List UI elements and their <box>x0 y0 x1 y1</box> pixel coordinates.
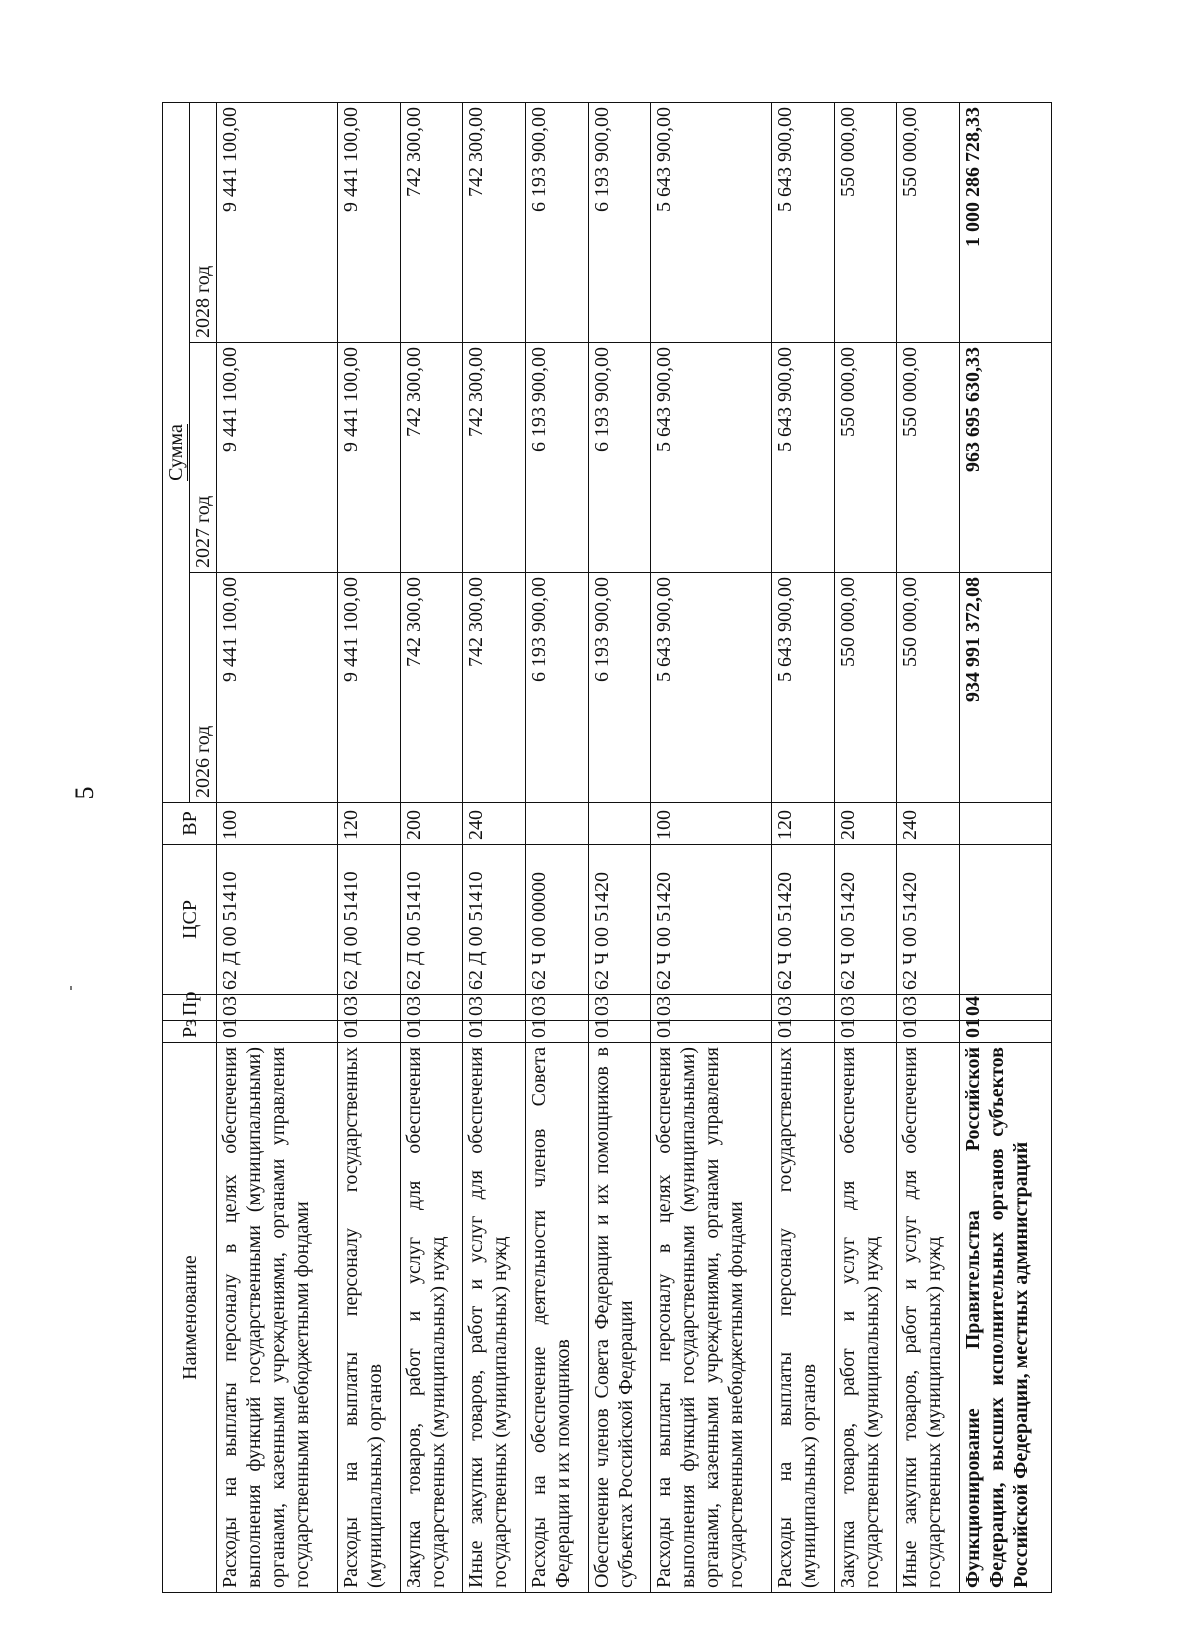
cell-name: Закупка товаров, работ и услуг для обеспечения государственных (муниципальных) нужд <box>400 1043 463 1593</box>
col-header-pr: Пр <box>163 995 217 1021</box>
cell-csr: 62 Д 00 51410 <box>338 845 401 995</box>
cell-vr: 240 <box>897 803 960 845</box>
budget-table <box>162 102 1052 1593</box>
cell-vr: 100 <box>217 803 338 845</box>
cell-rz: 01 <box>217 1021 338 1043</box>
cell-2026: 742 300,00 <box>400 573 463 803</box>
cell-rz: 01 <box>525 1021 588 1043</box>
rotated-table-wrapper <box>162 103 1052 1593</box>
cell-rz: 01 <box>897 1021 960 1043</box>
table-row <box>217 102 338 1592</box>
page-number: 5 <box>70 786 99 800</box>
cell-vr <box>588 803 651 845</box>
cell-2026: 5 643 900,00 <box>651 573 772 803</box>
cell-name: Расходы на выплаты персоналу государственных (муниципальных) органов <box>772 1043 835 1593</box>
table-row <box>338 102 401 1592</box>
cell-pr: 03 <box>217 995 338 1021</box>
cell-2027: 6 193 900,00 <box>525 343 588 573</box>
cell-csr <box>960 845 1052 995</box>
cell-pr: 04 <box>960 995 1052 1021</box>
cell-pr: 03 <box>338 995 401 1021</box>
col-header-2026: 2026 год <box>190 573 217 803</box>
table-row <box>588 102 651 1592</box>
cell-2028: 1 000 286 728,33 <box>960 102 1052 342</box>
cell-pr: 03 <box>400 995 463 1021</box>
cell-2028: 9 441 100,00 <box>338 102 401 342</box>
cell-rz: 01 <box>834 1021 897 1043</box>
cell-pr: 03 <box>463 995 526 1021</box>
cell-2026: 742 300,00 <box>463 573 526 803</box>
cell-rz: 01 <box>960 1021 1052 1043</box>
cell-pr: 03 <box>651 995 772 1021</box>
cell-2026: 6 193 900,00 <box>525 573 588 803</box>
cell-2027: 9 441 100,00 <box>338 343 401 573</box>
cell-vr: 120 <box>338 803 401 845</box>
cell-2026: 550 000,00 <box>897 573 960 803</box>
cell-pr: 03 <box>588 995 651 1021</box>
cell-2028: 6 193 900,00 <box>525 102 588 342</box>
cell-2026: 5 643 900,00 <box>772 573 835 803</box>
cell-csr: 62 Ч 00 51420 <box>651 845 772 995</box>
cell-vr: 200 <box>400 803 463 845</box>
cell-vr: 200 <box>834 803 897 845</box>
cell-2027: 742 300,00 <box>463 343 526 573</box>
cell-rz: 01 <box>400 1021 463 1043</box>
cell-name: Расходы на выплаты персоналу в целях обеспечения выполнения функций государственными (муниципальными) органами, казенными учреждениями, органами управления государственными внебюджетными фондами <box>651 1043 772 1593</box>
table-row <box>834 102 897 1592</box>
col-header-csr: ЦСР <box>163 845 217 995</box>
cell-pr: 03 <box>834 995 897 1021</box>
cell-2028: 742 300,00 <box>400 102 463 342</box>
table-row <box>525 102 588 1592</box>
cell-rz: 01 <box>772 1021 835 1043</box>
cell-2027: 742 300,00 <box>400 343 463 573</box>
table-row-total <box>960 102 1052 1592</box>
cell-vr: 120 <box>772 803 835 845</box>
cell-csr: 62 Ч 00 51420 <box>588 845 651 995</box>
cell-2028: 5 643 900,00 <box>651 102 772 342</box>
cell-name: Иные закупки товаров, работ и услуг для обеспечения государственных (муниципальных) нужд <box>463 1043 526 1593</box>
col-header-2027: 2027 год <box>190 343 217 573</box>
cell-csr: 62 Ч 00 00000 <box>525 845 588 995</box>
cell-csr: 62 Ч 00 51420 <box>772 845 835 995</box>
table-row <box>400 102 463 1592</box>
table-row <box>772 102 835 1592</box>
cell-pr: 03 <box>525 995 588 1021</box>
cell-2027: 550 000,00 <box>834 343 897 573</box>
cell-2027: 6 193 900,00 <box>588 343 651 573</box>
cell-rz: 01 <box>338 1021 401 1043</box>
cell-vr <box>525 803 588 845</box>
cell-2027: 963 695 630,33 <box>960 343 1052 573</box>
cell-name: Закупка товаров, работ и услуг для обеспечения государственных (муниципальных) нужд <box>834 1043 897 1593</box>
cell-vr: 100 <box>651 803 772 845</box>
col-header-sum <box>163 102 190 802</box>
cell-pr: 03 <box>897 995 960 1021</box>
col-header-rz: Рз <box>163 1021 217 1043</box>
cell-name: Расходы на обеспечение деятельности членов Совета Федерации и их помощников <box>525 1043 588 1593</box>
cell-2026: 9 441 100,00 <box>217 573 338 803</box>
cell-csr: 62 Д 00 51410 <box>463 845 526 995</box>
cell-csr: 62 Д 00 51410 <box>217 845 338 995</box>
table-row <box>897 102 960 1592</box>
cell-2026: 9 441 100,00 <box>338 573 401 803</box>
table-row <box>651 102 772 1592</box>
scan-speck <box>70 986 72 990</box>
cell-2028: 742 300,00 <box>463 102 526 342</box>
cell-2026: 934 991 372,08 <box>960 573 1052 803</box>
cell-2027: 5 643 900,00 <box>651 343 772 573</box>
cell-name: Иные закупки товаров, работ и услуг для обеспечения государственных (муниципальных) нужд <box>897 1043 960 1593</box>
cell-2027: 550 000,00 <box>897 343 960 573</box>
table-row <box>463 102 526 1592</box>
cell-name: Расходы на выплаты персоналу государственных (муниципальных) органов <box>338 1043 401 1593</box>
cell-vr <box>960 803 1052 845</box>
cell-name: Функционирование Правительства Российской Федерации, высших исполнительных органов субъектов Российской Федерации, местных администраций <box>960 1043 1052 1593</box>
col-header-vr: ВР <box>163 803 217 845</box>
cell-name: Обеспечение членов Совета Федерации и их помощников в субъектах Российской Федерации <box>588 1043 651 1593</box>
cell-2027: 5 643 900,00 <box>772 343 835 573</box>
header-row-1 <box>163 102 190 1592</box>
cell-2026: 550 000,00 <box>834 573 897 803</box>
col-header-2028: 2028 год <box>190 102 217 342</box>
cell-name: Расходы на выплаты персоналу в целях обеспечения выполнения функций государственными (муниципальными) органами, казенными учреждениями, органами управления государственными внебюджетными фондами <box>217 1043 338 1593</box>
sum-label: Сумма <box>165 424 187 481</box>
col-header-name: Наименование <box>163 1043 217 1593</box>
cell-csr: 62 Д 00 51410 <box>400 845 463 995</box>
cell-rz: 01 <box>588 1021 651 1043</box>
cell-2027: 9 441 100,00 <box>217 343 338 573</box>
cell-2028: 5 643 900,00 <box>772 102 835 342</box>
cell-csr: 62 Ч 00 51420 <box>897 845 960 995</box>
cell-csr: 62 Ч 00 51420 <box>834 845 897 995</box>
cell-rz: 01 <box>651 1021 772 1043</box>
cell-2028: 550 000,00 <box>834 102 897 342</box>
cell-pr: 03 <box>772 995 835 1021</box>
cell-2026: 6 193 900,00 <box>588 573 651 803</box>
cell-vr: 240 <box>463 803 526 845</box>
cell-2028: 550 000,00 <box>897 102 960 342</box>
cell-rz: 01 <box>463 1021 526 1043</box>
cell-2028: 9 441 100,00 <box>217 102 338 342</box>
cell-2028: 6 193 900,00 <box>588 102 651 342</box>
